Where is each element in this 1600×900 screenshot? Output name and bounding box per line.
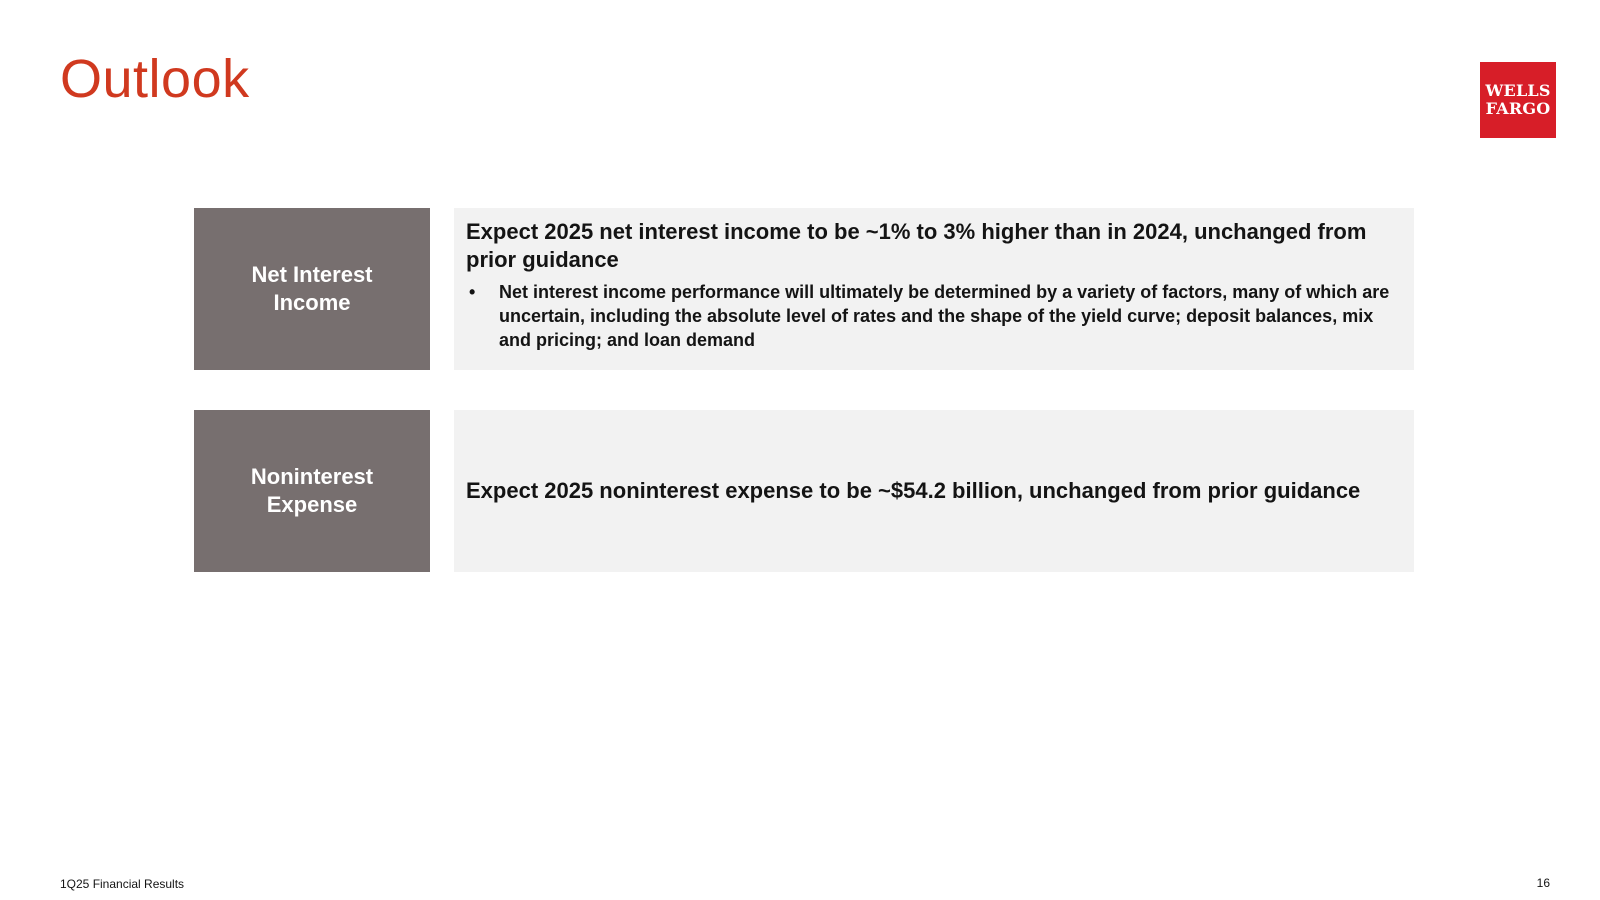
row-label-net-interest-income bbox=[194, 208, 430, 370]
row-label-line-1: Net Interest bbox=[251, 262, 373, 287]
row-label-line-2: Expense bbox=[266, 492, 358, 517]
bullet-item bbox=[466, 280, 1402, 352]
outlook-row-noninterest-expense bbox=[194, 410, 1414, 572]
bullet-list bbox=[466, 280, 1402, 352]
logo-line-1: WELLS bbox=[1485, 81, 1551, 100]
row-label-noninterest-expense bbox=[194, 410, 430, 572]
outlook-row-net-interest-income bbox=[194, 208, 1414, 370]
page-number: 16 bbox=[1536, 876, 1550, 890]
row-label-line-2: Income bbox=[273, 290, 351, 315]
row-headline: Expect 2025 net interest income to be ~1% to 3% higher than in 2024, unchanged from prior guidance bbox=[466, 219, 1367, 272]
row-content-noninterest-expense bbox=[454, 410, 1414, 572]
row-label-line-1: Noninterest bbox=[250, 464, 374, 489]
logo-line-2: FARGO bbox=[1485, 99, 1551, 118]
row-headline: Expect 2025 noninterest expense to be ~$54.2 billion, unchanged from prior guidance bbox=[466, 478, 1361, 503]
row-content-net-interest-income bbox=[454, 208, 1414, 370]
footer-label: 1Q25 Financial Results bbox=[60, 877, 185, 891]
bullet-text: Net interest income performance will ultimately be determined by a variety of factors, many of which are uncertain, including the absolute level of rates and the shape of the yield curve; deposit balances, mix and pricing; and loan demand bbox=[499, 282, 1390, 350]
wells-fargo-logo bbox=[1480, 62, 1556, 138]
page-title: Outlook bbox=[60, 49, 250, 109]
bullet-dot-icon: • bbox=[469, 282, 476, 302]
